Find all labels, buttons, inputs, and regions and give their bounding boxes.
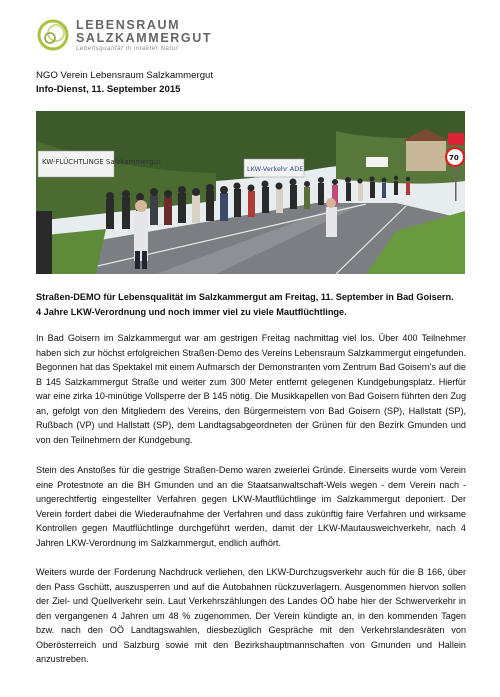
article-title: [36, 290, 466, 319]
paragraph-1: In Bad Goisern im Salzkammergut war am gestrigen Freitag nachmittag viel los. Über 400 Teilnehmer haben sich zur höchst erfolgreichen Straßen-Demo des Vereins Lebensraum Salzkammergut eingefunden. Begonnen hat das Spektakel mit einem Aufmarsch der Demonstranten vom Zentrum Bad Goisern's auf die B 145 Salzkammergut Straße und weiter zum 300 Meter entfernt gelegenen Kundgebungsplatz. Hierfür war eine zirka 10-minütige Vollsperre der B 145 nötig. Die Musikkapellen von Bad Goisern führten den Zug an, gefolgt von den Mitgliedern des Vereins, den Bürgermeistern von Bad Goisern (SP), Hallstatt (SP), Rußbach (VP) und Hallstatt (SP), dem Landtagsabgeordneten der Grünen für den Bezirk Gmunden und von den Teilnehmern der Kundgebung.: [36, 333, 466, 445]
logo: [36, 16, 226, 56]
demo-photo: [36, 111, 465, 274]
document-header: [36, 69, 213, 97]
logo-line-2: SALZKAMMERGUT: [76, 31, 213, 45]
logo-line-1: LEBENSRAUM: [76, 18, 181, 32]
logo-wordmark: [76, 19, 212, 52]
info-service-date: Info-Dienst, 11. September 2015: [36, 84, 181, 95]
organization-name: NGO Verein Lebensraum Salzkammergut: [36, 70, 214, 81]
article-title-line-2: 4 Jahre LKW-Verordnung und noch immer viel zu viele Mautflüchtlinge.: [36, 306, 347, 317]
leaf-ring-icon: [36, 18, 70, 52]
paragraph-2: Stein des Anstoßes für die gestrige Straßen-Demo waren zweierlei Gründe. Einerseits wurde vom Verein eine Protestnote an die BH Gmunden und an die Staatsanwaltschaft-Wels wegen - dem Verein nach - ungerechtfertig eingestellter Verfahren gegen LKW-Mautflüchtlinge im Salzkammergut deponiert. Der Verein fordert dabei die Wiederaufnahme der Verfahren und dass zukünftig faire Verfahren und wirksame Kontrollen gegen Mautflüchtlinge durchgeführt werden, damit der LKW-Mautausweichverkehr, nach 4 Jahren LKW-Verordnung im Salzkammergut, endlich aufhört.: [36, 465, 466, 548]
paragraph-3: Weiters wurde der Forderung Nachdruck verliehen, den LKW-Durchzugsverkehr auch für die B 166, über den Pass Gschütt, auszusperren und auf die Autobahnen rückzuverlagern. Ausgenommen hiervon sollen der Ziel- und Quellverkehr sein. Laut Verkehrszählungen des Landes OÖ habe hier der Schwerverkehr in den vergangenen 4 Jahren um 48 % zugenommen. Der Verein kündigte an, in den kommenden Tagen bzw. nach den OÖ Landtagswahlen, diesbezüglich Gespräche mit den Verkehrslandesräten von Oberösterreich und Salzburg sowie mit den Bezirkshauptmannschaften von Gmunden und Hallein anzustreben.: [36, 567, 466, 665]
article-title-line-1: Straßen-DEMO für Lebensqualität im Salzkammergut am Freitag, 11. September in Bad Goisern.: [36, 292, 454, 302]
street-demo-image: [36, 111, 465, 274]
speed-limit-number: 70: [449, 154, 459, 162]
logo-tagline: Lebensqualität in intakter Natur: [76, 46, 179, 52]
banner-left-text: KW-FLÜCHTLINGE Salzkammergut: [42, 158, 161, 166]
banner-center-text: LKW-Verkehr ADE: [247, 165, 304, 173]
